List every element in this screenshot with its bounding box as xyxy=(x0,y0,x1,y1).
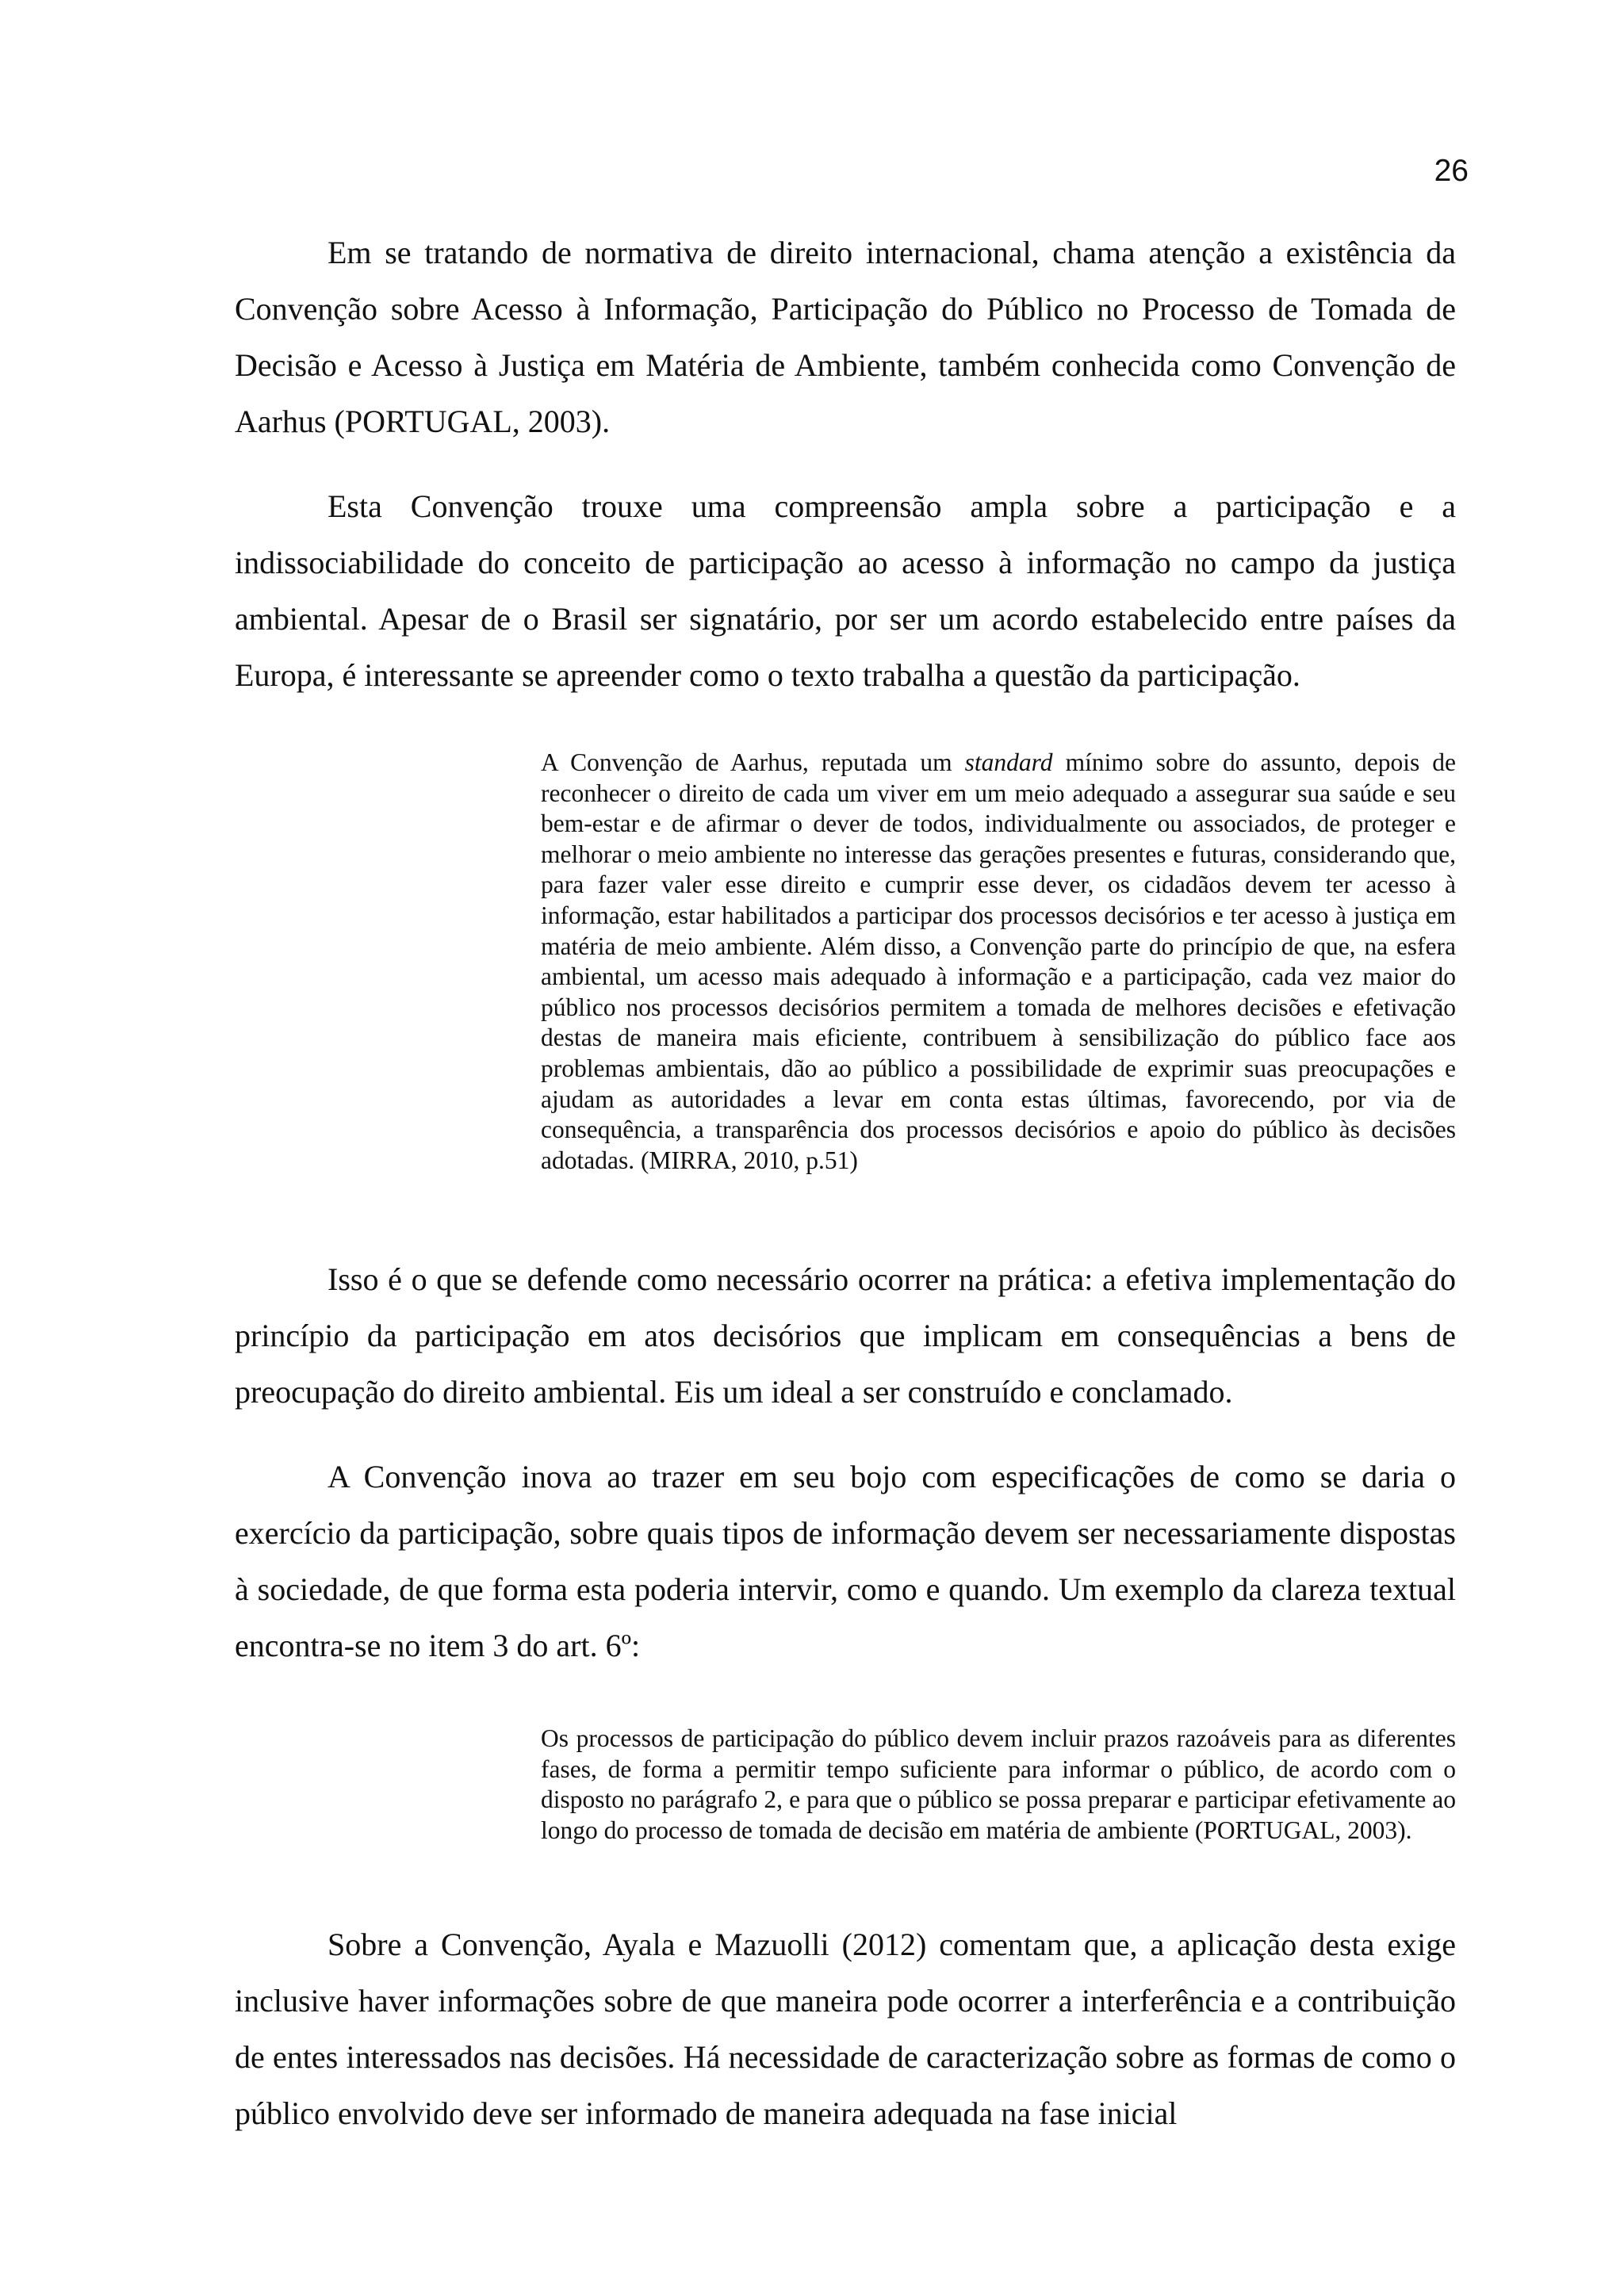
paragraph-ayala-mazuolli: Sobre a Convenção, Ayala e Mazuolli (2012) comentam que, a aplicação desta exige inclusive haver informações sobre de que maneira pode ocorrer a interferência e a contribuição de entes interessados nas decisões. Há necessidade de caracterização sobre as formas de como o público envolvido deve ser informado de maneira adequada na fase inicial xyxy=(235,1927,1456,2131)
paragraph-convention-innovation: A Convenção inova ao trazer em seu bojo com especificações de como se daria o exercício da participação, sobre quais tipos de informação devem ser necessariamente dispostas à sociedade, de que forma esta poderia intervir, como e quando. Um exemplo da clareza textual encontra-se no item 3 do art. 6º: xyxy=(235,1459,1456,1663)
block-quote-article-6: Os processos de participação do público devem incluir prazos razoáveis para as diferentes fases, de forma a permitir tempo suficiente para informar o público, de acordo com o disposto no parágrafo 2, e para que o público se possa preparar e participar efetivamente ao longo do processo de tomada de decisão em matéria de ambiente (PORTUGAL, 2003). xyxy=(541,1724,1456,1844)
paragraph-aarhus-intro: Em se tratando de normativa de direito internacional, chama atenção a existência da Convenção sobre Acesso à Informação, Participação do Público no Processo de Tomada de Decisão e Acesso à Justiça em Matéria de Ambiente, também conhecida como Convenção de Aarhus (PORTUGAL, 2003). xyxy=(235,235,1456,439)
block-quote-mirra-italic-term: standard xyxy=(964,748,1053,776)
paragraph-practice-ideal: Isso é o que se defende como necessário ocorrer na prática: a efetiva implementação do princípio da participação em atos decisórios que implicam em consequências a bens de preocupação do direito ambiental. Eis um ideal a ser construído e conclamado. xyxy=(235,1261,1456,1410)
block-quote-mirra xyxy=(541,748,1456,1176)
paragraph-convention-participation: Esta Convenção trouxe uma compreensão ampla sobre a participação e a indissociabilidade do conceito de participação ao acesso à informação no campo da justiça ambiental. Apesar de o Brasil ser signatário, por ser um acordo estabelecido entre países da Europa, é interessante se apreender como o texto trabalha a questão da participação. xyxy=(235,488,1456,693)
block-quote-mirra-text-before: A Convenção de Aarhus, reputada um xyxy=(541,748,965,776)
block-quote-mirra-text-after: mínimo sobre do assunto, depois de reconhecer o direito de cada um viver em um meio adequado a assegurar sua saúde e seu bem-estar e de afirmar o dever de todos, individualmente ou associados, de proteger e melhorar o meio ambiente no interesse das gerações presentes e futuras, considerando que, para fazer valer esse direito e cumprir esse dever, os cidadãos devem ter acesso à informação, estar habilitados a participar dos processos decisórios e ter acesso à justiça em matéria de meio ambiente. Além disso, a Convenção parte do princípio de que, na esfera ambiental, um acesso mais adequado à informação e a participação, cada vez maior do público nos processos decisórios permitem a tomada de melhores decisões e efetivação destas de maneira mais eficiente, contribuem à sensibilização do público face aos problemas ambientais, dão ao público a possibilidade de exprimir suas preocupações e ajudam as autoridades a levar em conta estas últimas, favorecendo, por via de consequência, a transparência dos processos decisórios e apoio do público às decisões adotadas. (MIRRA, 2010, p.51) xyxy=(541,748,1456,1174)
page-number: 26 xyxy=(1434,154,1469,188)
